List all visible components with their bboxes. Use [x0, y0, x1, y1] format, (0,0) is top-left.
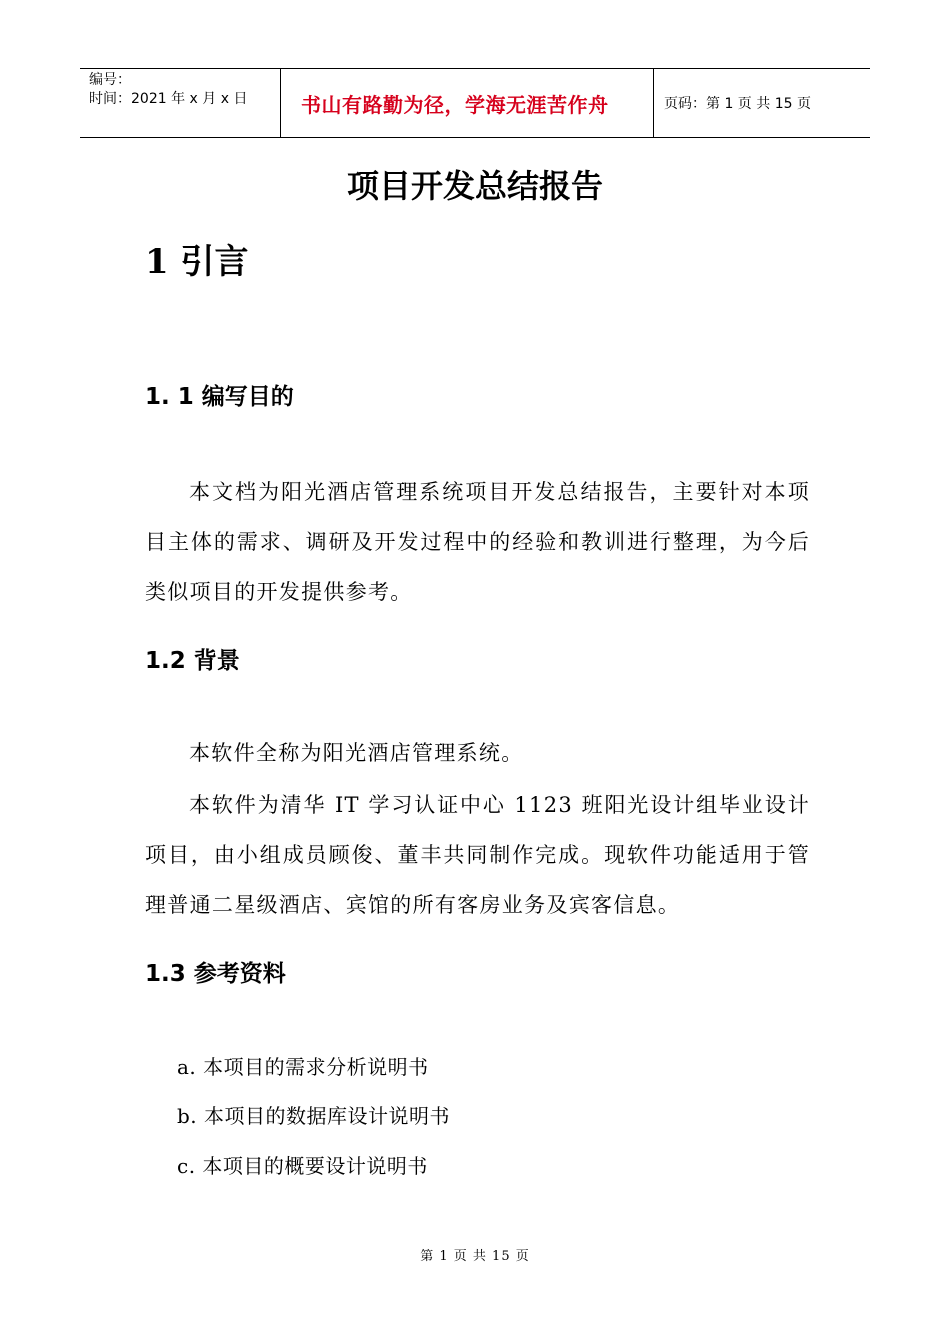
- header-meta-cell: [80, 69, 281, 137]
- motto-text: 书山有路勤为径，学海无涯苦作舟: [301, 92, 609, 117]
- number-label: 编号：: [89, 72, 131, 88]
- page-footer: 第 1 页 共 15 页: [420, 1249, 530, 1264]
- header-motto-cell: [281, 69, 654, 137]
- header-page-cell: [654, 69, 870, 137]
- section-1-2-paragraph-2: 本软件为清华 IT 学习认证中心 1123 班阳光设计组毕业设计项目，由小组成员顾俊、董丰共同制作完成。现软件功能适用于管理普通二星级酒店、宾馆的所有客房业务及宾客信息。: [145, 793, 810, 917]
- reference-item: a. 本项目的需求分析说明书: [177, 1055, 429, 1079]
- section-1-3-heading: 1.3 参考资料: [145, 961, 286, 987]
- document-title: 项目开发总结报告: [346, 167, 603, 205]
- section-1-1-heading: 1. 1 编写目的: [145, 384, 294, 410]
- reference-item: b. 本项目的数据库设计说明书: [177, 1104, 451, 1128]
- reference-item: c. 本项目的概要设计说明书: [177, 1154, 428, 1178]
- section-1-heading: 1 引言: [145, 242, 249, 282]
- header-page-info: 页码：第 1 页 共 15 页: [664, 96, 811, 112]
- section-1-1-paragraph: 本文档为阳光酒店管理系统项目开发总结报告，主要针对本项目主体的需求、调研及开发过程中的经验和教训进行整理，为今后类似项目的开发提供参考。: [145, 480, 810, 604]
- section-1-2-paragraph-1: 本软件全称为阳光酒店管理系统。: [189, 741, 524, 765]
- time-label: 时间：2021 年 x 月 x 日: [89, 91, 248, 107]
- document-header: [80, 68, 870, 138]
- section-1-2-heading: 1.2 背景: [145, 648, 240, 674]
